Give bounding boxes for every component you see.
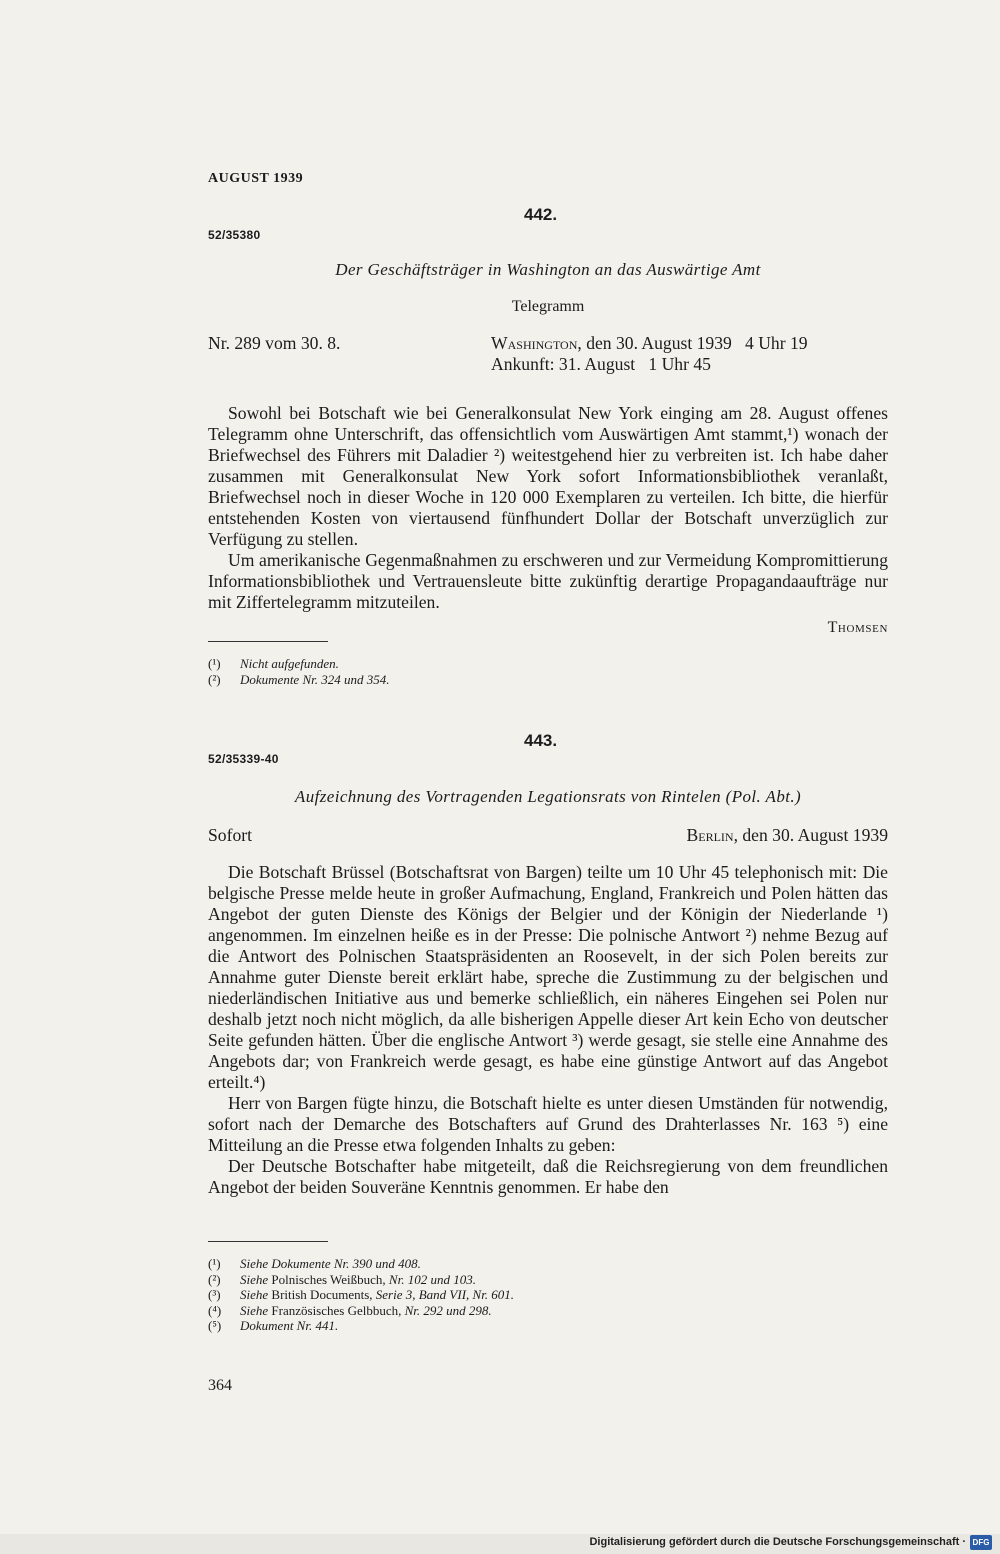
footnote-divider: [208, 1241, 328, 1242]
footnote-text: Siehe: [240, 1302, 272, 1318]
document-number-442: 442.: [524, 205, 558, 224]
page-number: 364: [208, 1377, 232, 1394]
footnote-text: British Documents,: [271, 1287, 376, 1302]
footnote-text: Siehe Dokumente Nr. 390 und 408.: [240, 1256, 421, 1271]
footnote-marker: (³): [208, 1287, 221, 1302]
dateline-442: [491, 333, 808, 354]
paragraph: Die Botschaft Brüssel (Botschaftsrat von Bargen) teilte um 10 Uhr 45 telephonisch mit: Die belgische Presse melde heute in großer Aufmachung, England, Frankreich und Polen hätten das Angebot der guten Dienste des Königs der Belgier und der Königin der Niederlande ¹) angenommen. Im einzelnen heiße es in der Presse: Die polnische Antwort ²) nehme Bezug auf die Antwort des Polnischen Staatspräsidenten an Roosevelt, in der sich Polen bereits zur Annahme guter Dienste bereit erklärt habe, spreche die Zustimmung zu der belgischen und niederländischen Initiative aus und bemerke schließlich, ein näheres Eingehen sei Polen nur deshalb jetzt noch nicht möglich, da alle bisherigen Appelle dieser Art kein Echo von deutscher Seite gefunden hätten. Über die englische Antwort ³) werde gesagt, sie stelle eine Annahme des Angebots dar; von Frankreich werde gesagt, es habe eine günstige Antwort auf das Angebot erteilt.⁴): [208, 862, 888, 1092]
dateline-place: Washington: [491, 333, 578, 353]
paragraph: Herr von Bargen fügte hinzu, die Botschaft hielte es unter diesen Umständen für notwendig, sofort nach der Demarche des Botschafters auf Grund des Drahterlasses Nr. 163 ⁵) eine Mitteilung an die Presse etwa folgenden Inhalts zu geben:: [208, 1093, 888, 1155]
funding-credit: Digitalisierung gefördert durch die Deutsche Forschungsgemeinschaft ·: [589, 1536, 966, 1548]
footnote: [208, 1303, 808, 1319]
footnote-text: Nr. 292 und 298.: [404, 1302, 492, 1318]
dateline-place: Berlin: [686, 825, 734, 845]
footnote-marker: (¹): [208, 1256, 221, 1271]
body-text-442: [208, 403, 888, 613]
footnote-text: Polnisches Weißbuch,: [271, 1271, 389, 1287]
footnotes-442: [208, 656, 808, 687]
footnote-marker: (⁴): [208, 1302, 222, 1318]
dfg-logo-icon: DFG: [970, 1535, 992, 1550]
document-subtitle-442: Telegramm: [511, 298, 585, 315]
footnote-text: Dokument Nr. 441.: [240, 1318, 339, 1333]
document-title-443: Aufzeichnung des Vortragenden Legationsrats von Rintelen (Pol. Abt.): [294, 787, 802, 806]
footnote: (²) Dokumente Nr. 324 und 354.: [208, 671, 390, 687]
footnote: (¹) Nicht aufgefunden.: [208, 656, 339, 671]
running-head: AUGUST 1939: [208, 171, 304, 186]
telegram-number: Nr. 289 vom 30. 8.: [208, 333, 341, 353]
dateline-443: [687, 825, 889, 846]
footnote-text: Siehe: [240, 1287, 272, 1302]
document-title-442: Der Geschäftsträger in Washington an das Auswärtige Amt: [335, 260, 761, 279]
footnote-marker: (²): [208, 1271, 221, 1287]
archive-reference-442: 52/35380: [208, 228, 261, 242]
footnote-marker: (⁵): [208, 1318, 222, 1333]
footnotes-443: [208, 1256, 808, 1334]
paragraph: Sowohl bei Botschaft wie bei Generalkonsulat New York einging am 28. August offenes Telegramm ohne Unterschrift, das offensichtlich vom Auswärtigen Amt stammt,¹) wonach der Briefwechsel des Führers mit Daladier ²) weitestgehend hier zu verbreiten ist. Ich habe daher zusammen mit Generalkonsulat New York sofort Informationsbibliothek veranlaßt, Briefwechsel noch in dieser Woche in 120 000 Exemplaren zu verteilen. Ich bitte, die hierfür entstehenden Kosten von viertausend fünfhundert Dollar der Botschaft unverzüglich zur Verfügung zu stellen.: [208, 403, 888, 549]
dateline-date: , den 30. August 1939: [733, 825, 888, 845]
urgency-note: Sofort: [208, 825, 252, 845]
footnote-text: Serie 3, Band VII, Nr. 601.: [375, 1287, 515, 1302]
footnote: [208, 1256, 808, 1272]
footnote-text: Französisches Gelbbuch,: [271, 1302, 405, 1318]
footnote: [208, 1318, 808, 1334]
paragraph: Um amerikanische Gegenmaßnahmen zu erschweren und zur Vermeidung Kompromittierung Informationsbibliothek und Vertrauensleute bitte zukünftig derartige Propagandaaufträge nur mit Ziffertelegramm mitzuteilen.: [208, 550, 888, 612]
footnote-text: Siehe: [240, 1271, 272, 1287]
arrival-line: Ankunft: 31. August 1 Uhr 45: [491, 354, 711, 374]
body-text-443: [208, 862, 888, 1198]
signature: Thomsen: [827, 619, 888, 636]
footnote: [208, 1272, 808, 1288]
document-number-443: 443.: [524, 731, 558, 750]
dateline-date: , den 30. August 1939 4 Uhr 19: [577, 333, 808, 353]
footnote-text: Nr. 102 und 103.: [388, 1271, 476, 1287]
footnote: [208, 1287, 808, 1303]
footnote-divider: [208, 641, 328, 642]
paragraph: Der Deutsche Botschafter habe mitgeteilt, daß die Reichsregierung von dem freundlichen Angebot der beiden Souveräne Kenntnis genommen. Er habe den: [208, 1156, 888, 1197]
archive-reference-443: 52/35339-40: [208, 752, 279, 766]
